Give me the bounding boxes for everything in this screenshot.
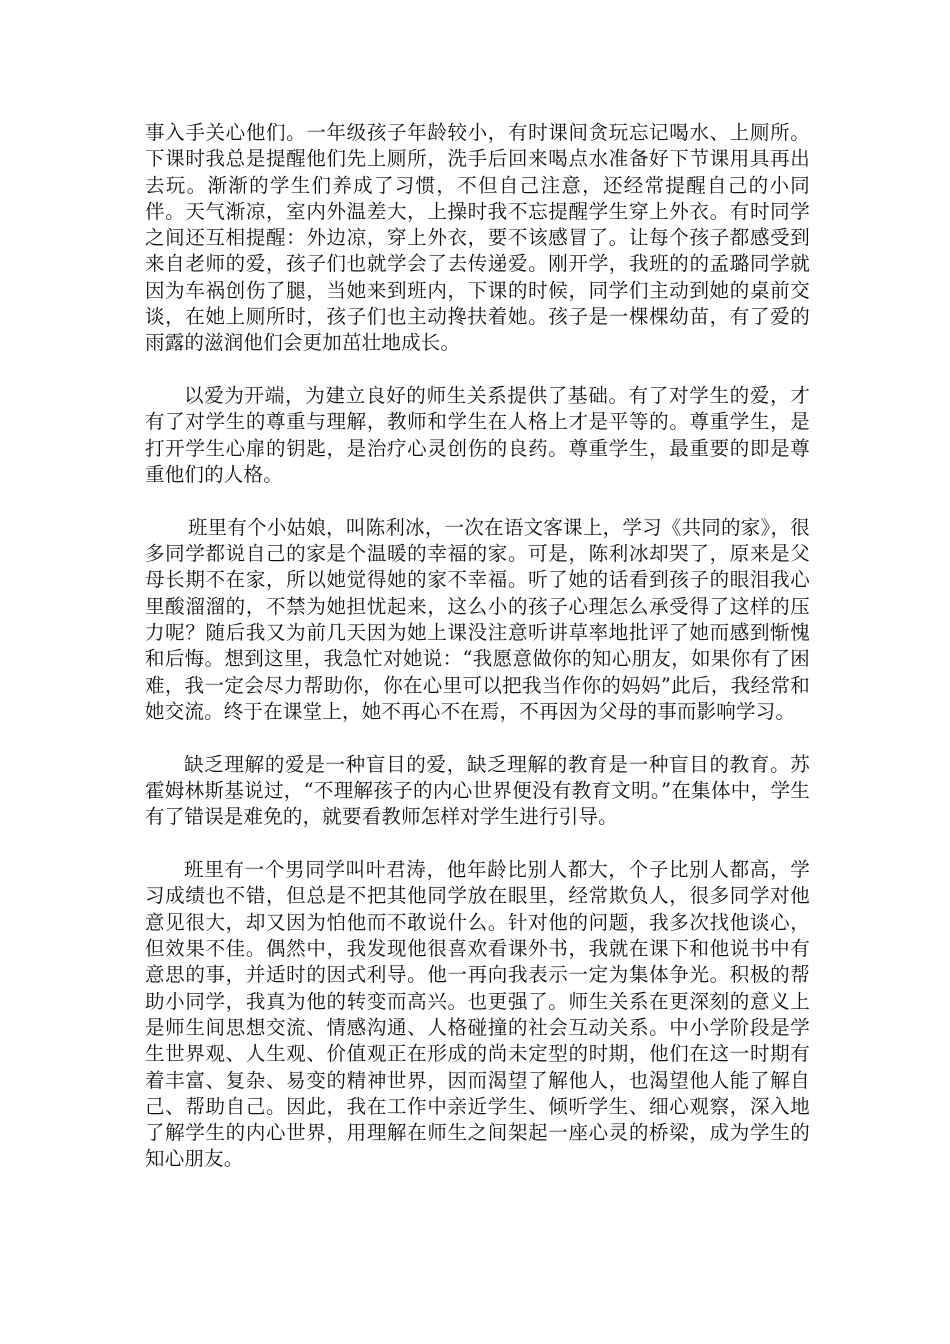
paragraph-1: 事入手关心他们。一年级孩子年龄较小，有时课间贪玩忘记喝水、上厕所。下课时我总是提醒他们先上厕所，洗手后回来喝点水准备好下节课用具再出去玩。渐渐的学生们养成了习惯，不但自己注意，还经常提醒自己的小同伴。天气渐凉，室内外温差大，上操时我不忘提醒学生穿上外衣。有时同学之间还互相提醒：外边凉，穿上外衣，要不该感冒了。让每个孩子都感受到来自老师的爱，孩子们也就学会了去传递爱。刚开学，我班的的孟璐同学就因为车祸创伤了腿，当她来到班内，下课的时候，同学们主动到她的桌前交谈，在她上厕所时，孩子们也主动搀扶着她。孩子是一棵棵幼苗，有了爱的雨露的滋润他们会更加茁壮地成长。 bbox=[145, 121, 810, 355]
paragraph-3: 班里有个小姑娘，叫陈利冰，一次在语文客课上，学习《共同的家》，很多同学都说自己的家是个温暖的幸福的家。可是，陈利冰却哭了，原来是父母长期不在家，所以她觉得她的家不幸福。听了她的话看到孩子的眼泪我心里酸溜溜的，不禁为她担忧起来，这么小的孩子心理怎么承受得了这样的压力呢？随后我又为前几天因为她上课没注意听讲草率地批评了她而感到惭愧和后悔。想到这里，我急忙对她说：“我愿意做你的知心朋友，如果你有了困难，我一定会尽力帮助你，你在心里可以把我当作你的妈妈”此后，我经常和她交流。终于在课堂上，她不再心不在焉，不再因为父母的事而影响学习。 bbox=[145, 515, 810, 723]
paragraph-5: 班里有一个男同学叫叶君涛，他年龄比别人都大，个子比别人都高，学习成绩也不错，但总是不把其他同学放在眼里，经常欺负人，很多同学对他意见很大，却又因为怕他而不敢说什么。针对他的问题，我多次找他谈心，但效果不佳。偶然中，我发现他很喜欢看课外书，我就在课下和他说书中有意思的事，并适时的因式利导。他一再向我表示一定为集体争光。积极的帮助小同学，我真为他的转变而高兴。也更强了。师生关系在更深刻的意义上是师生间思想交流、情感沟通、人格碰撞的社会互动关系。中小学阶段是学生世界观、人生观、价值观正在形成的尚未定型的时期，他们在这一时期有着丰富、复杂、易变的精神世界，因而渴望了解他人，也渴望他人能了解自己、帮助自己。因此，我在工作中亲近学生、倾听学生、细心观察，深入地了解学生的内心世界，用理解在师生之间架起一座心灵的桥梁，成为学生的知心朋友。 bbox=[145, 858, 810, 1171]
paragraph-4: 缺乏理解的爱是一种盲目的爱，缺乏理解的教育是一种盲目的教育。苏霍姆林斯基说过，“不理解孩子的内心世界便没有教育文明。”在集体中，学生有了错误是难免的，就要看教师怎样对学生进行引导。 bbox=[145, 752, 810, 829]
document-body bbox=[145, 120, 810, 1199]
paragraph-2: 以爱为开端，为建立良好的师生关系提供了基础。有了对学生的爱，才有了对学生的尊重与理解，教师和学生在人格上才是平等的。尊重学生，是打开学生心扉的钥匙，是治疗心灵创伤的良药。尊重学生，最重要的即是尊重他们的人格。 bbox=[145, 384, 810, 487]
